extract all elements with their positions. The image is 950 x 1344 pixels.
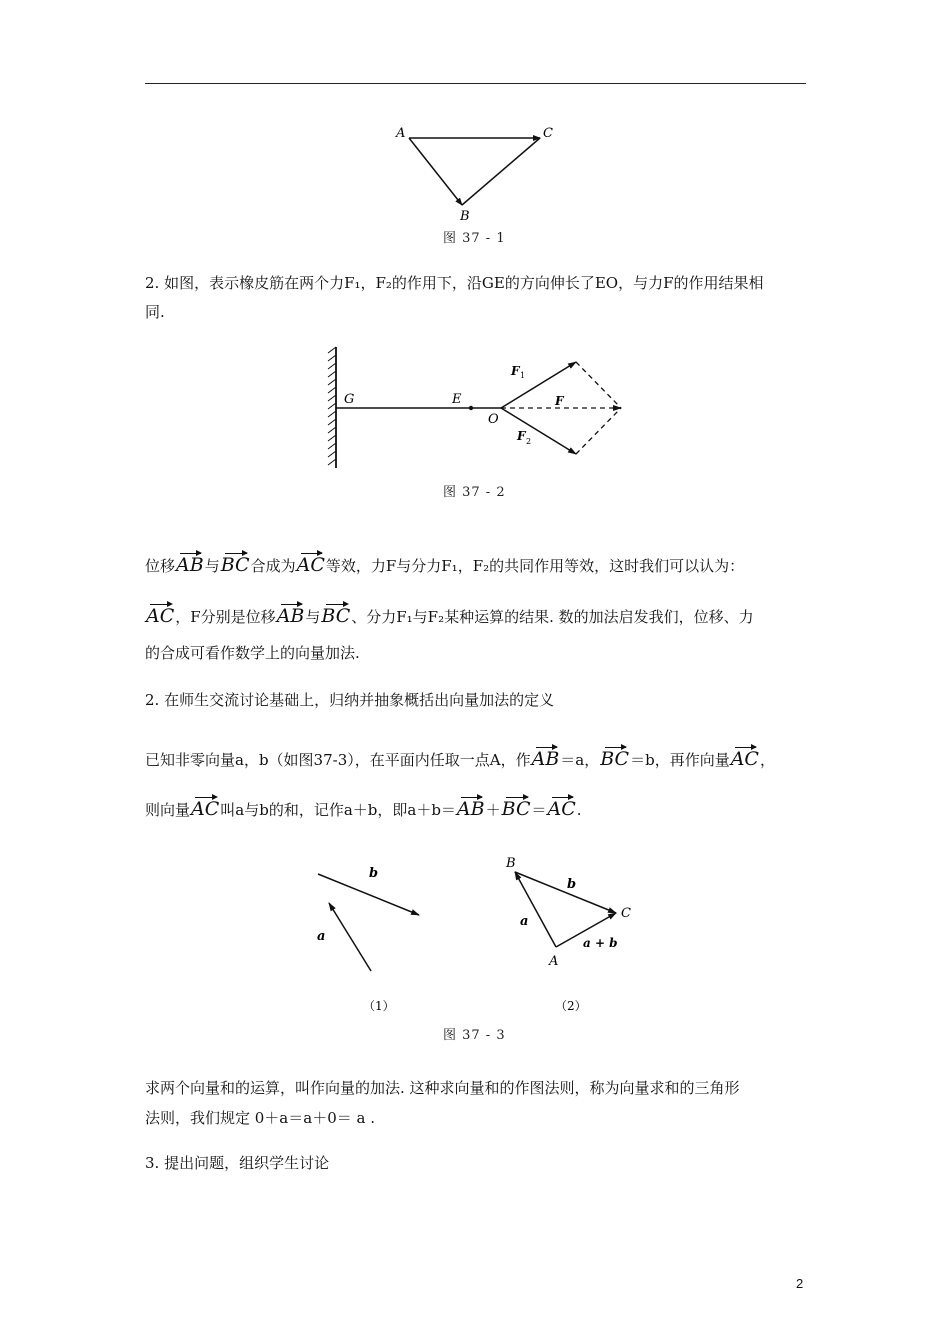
vector-ab: AB xyxy=(457,795,485,819)
paragraph-rubber-band-line1: 2. 如图，表示橡皮筋在两个力F₁，F₂的作用下，沿GE的方向伸长了EO，与力F的作用结果相 xyxy=(145,274,764,292)
point-e xyxy=(469,406,473,410)
label-f: F xyxy=(555,394,564,408)
vector-ac: AC xyxy=(146,602,174,626)
paragraph-addition-line2: 法则，我们规定 0＋a＝a＋0＝ a . xyxy=(145,1109,375,1127)
text: 与 xyxy=(204,557,220,575)
vector-a-free xyxy=(329,903,371,971)
vector-ac: AC xyxy=(191,795,219,819)
text: 与 xyxy=(305,608,321,626)
label-a1: a xyxy=(317,929,326,944)
text: 位移 xyxy=(145,557,176,575)
label-e: E xyxy=(452,392,462,407)
sublabel-2: （2） xyxy=(555,999,587,1013)
label-a: A xyxy=(396,126,406,141)
figure-37-2-caption: 图 37 - 2 xyxy=(443,485,506,500)
vector-bc: BC xyxy=(502,795,531,819)
label-f2: F xyxy=(517,429,526,443)
label-f1: F xyxy=(511,364,520,378)
label-f1-sub: 1 xyxy=(520,371,526,380)
vector-ac: AC xyxy=(548,795,576,819)
vector-ab xyxy=(409,138,462,205)
paragraph-displacement-line1 xyxy=(145,551,744,576)
section-heading-3: 3. 提出问题，组织学生讨论 xyxy=(145,1154,330,1172)
vector-bc: BC xyxy=(321,602,350,626)
text: ＋ xyxy=(485,801,501,819)
text: ， xyxy=(759,751,775,769)
paragraph-definition-line1 xyxy=(145,745,775,770)
label-a-plus-b: a + b xyxy=(583,936,618,950)
figure-37-1-caption: 图 37 - 1 xyxy=(443,231,506,246)
vector-ac: AC xyxy=(297,551,325,575)
label-b1: b xyxy=(369,866,379,881)
label-A: A xyxy=(549,954,559,969)
parallelogram-upper xyxy=(576,362,621,408)
vector-b-tri xyxy=(515,872,616,913)
vector-bc xyxy=(462,138,540,205)
label-b: B xyxy=(460,209,470,224)
text: ＝ xyxy=(531,801,547,819)
vector-ab: AB xyxy=(532,745,560,769)
label-o: O xyxy=(488,412,499,427)
paragraph-displacement-line2 xyxy=(145,602,754,627)
vector-ab: AB xyxy=(277,602,305,626)
vector-bc: BC xyxy=(600,745,629,769)
vector-ac: AC xyxy=(731,745,759,769)
label-g: G xyxy=(344,392,355,407)
section-heading-2: 2. 在师生交流讨论基础上，归纳并抽象概括出向量加法的定义 xyxy=(145,691,555,709)
header-rule xyxy=(145,83,806,84)
text: 已知非零向量a，b（如图37-3），在平面内任取一点A，作 xyxy=(145,751,531,769)
text: ，F分别是位移 xyxy=(175,608,276,626)
figure-37-3-caption: 图 37 - 3 xyxy=(443,1028,506,1043)
text: 等效，力F与分力F₁，F₂的共同作用等效，这时我们可以认为： xyxy=(325,557,745,575)
text: 、分力F₁与F₂某种运算的结果. 数的加法启发我们，位移、力 xyxy=(351,608,754,626)
force-f2 xyxy=(501,408,576,454)
text: ＝a， xyxy=(560,751,600,769)
vector-ab: AB xyxy=(176,551,204,575)
page-number: 2 xyxy=(796,1276,804,1291)
figure-37-3 xyxy=(300,850,650,1020)
paragraph-displacement-line3: 的合成可看作数学上的向量加法. xyxy=(145,644,360,662)
label-a2: a xyxy=(520,914,529,929)
figure-37-2 xyxy=(325,343,635,473)
label-c: C xyxy=(543,126,553,141)
text: 合成为 xyxy=(250,557,296,575)
sublabel-1: （1） xyxy=(363,999,395,1013)
wall-hatching xyxy=(328,347,336,465)
label-C: C xyxy=(621,906,631,921)
text: ＝b，再作向量 xyxy=(630,751,730,769)
label-b2: b xyxy=(567,877,577,892)
vector-bc: BC xyxy=(221,551,250,575)
label-B: B xyxy=(506,856,516,871)
parallelogram-lower xyxy=(576,408,621,454)
vector-a-tri xyxy=(515,872,556,947)
label-f2-sub: 2 xyxy=(526,437,532,446)
text: . xyxy=(576,801,582,819)
paragraph-addition-line1: 求两个向量和的运算，叫作向量的加法. 这种求向量和的作图法则，称为向量求和的三角形 xyxy=(145,1079,740,1097)
text: 则向量 xyxy=(145,801,191,819)
figure-37-1 xyxy=(380,120,570,225)
paragraph-definition-line2 xyxy=(145,795,582,820)
paragraph-rubber-band-line2: 同. xyxy=(145,303,165,321)
text: 叫a与b的和，记作a＋b，即a＋b＝ xyxy=(220,801,456,819)
